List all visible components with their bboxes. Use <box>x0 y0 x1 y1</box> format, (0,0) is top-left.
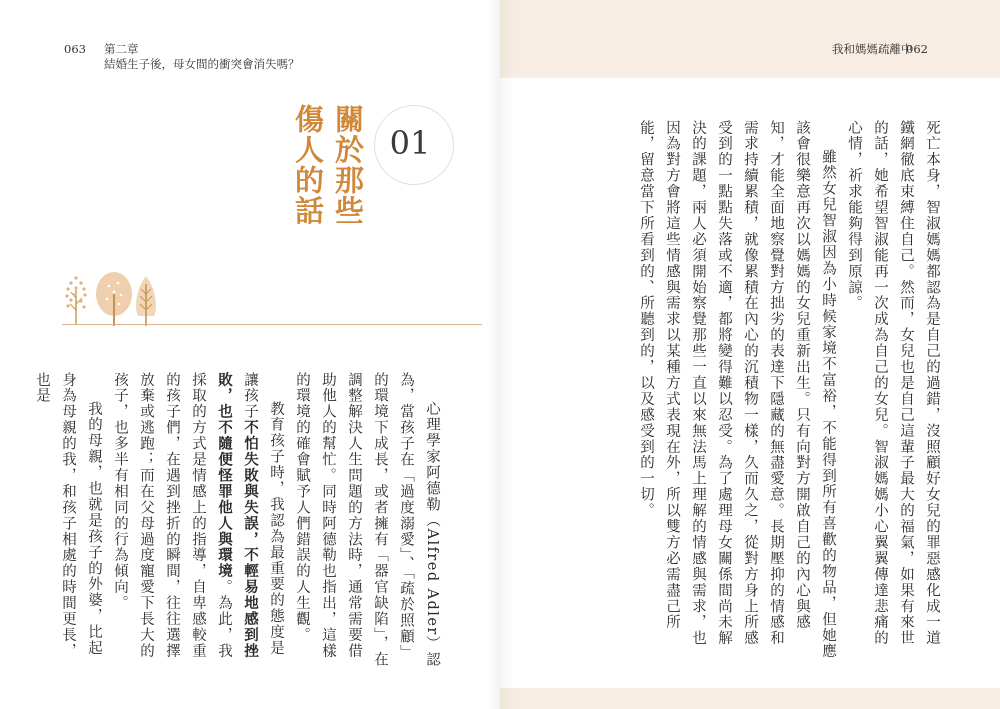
section-title-line1: 關於那些 <box>331 104 365 226</box>
gutter-shadow <box>500 0 514 709</box>
divider-line <box>62 324 482 325</box>
paragraph: 心理學家阿德勒（Alfred Adler）認為，當孩子在「過度溺愛」、「疏於照顧」的環境下成長，或者擁有「器官缺陷」，在調整解決人生問題的方法時，通常需要借助他人的幫忙。同時阿德勒也指出，這樣的環境的確會賦予人們錯誤的人生觀。 <box>294 372 440 668</box>
paragraph-text: 。為此，我採取的方式是情感上的指導，自卑感較重的孩子們，在遇到挫折的瞬間，往往選擇放棄或逃跑；而在父母過度寵愛下長大的孩子，也多半有相同的行為傾向。 <box>112 372 232 660</box>
left-body-text <box>34 372 445 672</box>
right-page <box>500 0 1000 709</box>
tree-icon-round <box>96 272 132 326</box>
emphasis-text: 不怕失敗與失誤，不輕易地感到挫敗，也不隨便怪罪他人與環境 <box>216 372 259 660</box>
tree-icon-pine <box>136 276 156 326</box>
section-title-line2: 傷人的話 <box>291 104 325 226</box>
section-number: 01 <box>389 124 431 162</box>
paragraph-text: 教育孩子時，我認為最重要的態度是讓孩子 <box>242 372 284 657</box>
chapter-label: 第二章 <box>104 42 139 56</box>
book-title: 我和媽媽疏離中 <box>832 42 913 56</box>
right-body-text <box>638 120 945 660</box>
trees-illustration <box>62 268 182 328</box>
tree-icon-dotted <box>65 276 86 324</box>
paragraph: 我的母親，也就是孩子的外婆，比起身為母親的我，和孩子相處的時間更長，也是 <box>34 372 102 660</box>
gutter-shadow <box>486 0 500 709</box>
paragraph: 死亡本身，智淑媽媽都認為是自己的過錯，沒照顧好女兒的罪惡感化成一道鐵網徹底束縛住自己。然而，女兒也是自己這輩子最大的福氣，如果有來世的話，她希望智淑能再一次成為自己的女兒。智淑媽媽小心翼翼傳達悲痛的心情，祈求能夠得到原諒。 <box>846 120 940 647</box>
paragraph <box>107 372 289 672</box>
page-number: 062 <box>906 42 928 56</box>
paragraph: 雖然女兒智淑因為小時候家境不富裕，不能得到所有喜歡的物品，但她應該會很樂意再次以媽媽的女兒重新出生。只有向對方開啟自己的內心與感知，才能全面地察覺對方拙劣的表達下隱藏的無盡愛意。長期壓抑的情感和需求持續累積，就像累積在內心的沉積物一樣，久而久之，從對方身上所感受到的一點點失落或不適，都將變得難以忍受。為了處理母女關係間尚未解決的課題，兩人必須開始察覺那些一直以來無法馬上理解的情感與需求，也因為對方會將這些情感與需求以某種方式表現在外，所以雙方必需盡己所能，留意當下所看到的、所聽到的，以及感受到的一切。 <box>638 120 836 660</box>
chapter-subtitle: 結婚生子後，母女間的衝突會消失嗎？ <box>104 57 300 71</box>
footer-band <box>500 688 1000 709</box>
page-number: 063 <box>64 42 86 56</box>
header-band <box>500 0 1000 78</box>
